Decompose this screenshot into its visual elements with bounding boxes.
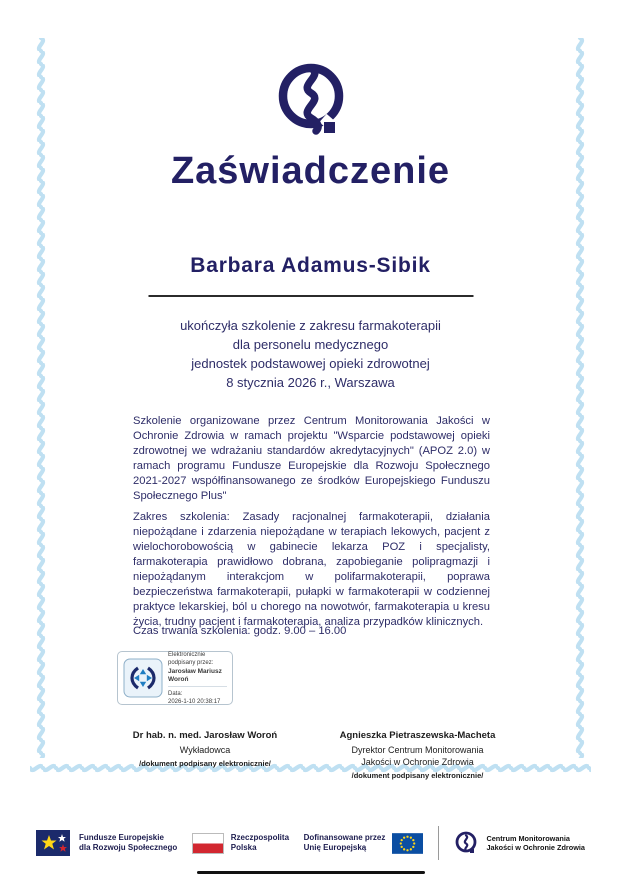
completion-line-3: jednostek podstawowej opieki zdrowotnej bbox=[191, 356, 430, 371]
eu-funds-label-line-1: Fundusze Europejskie bbox=[79, 833, 164, 842]
stamp-signer-name: Jarosław Mariusz Woroń bbox=[168, 668, 227, 687]
lecturer-signature-block bbox=[105, 730, 305, 768]
certificate-title: Zaświadczenie bbox=[170, 150, 451, 192]
stamp-seal-icon bbox=[123, 658, 163, 698]
eu-funds-label-line-2: dla Rozwoju Społecznego bbox=[79, 843, 178, 852]
footer-logo-bar bbox=[36, 818, 585, 868]
stamp-signed-by-label: Elektronicznie podpisany przez: bbox=[168, 651, 214, 666]
eu-funds-label bbox=[79, 833, 177, 853]
eu-funding-block bbox=[304, 833, 424, 854]
director-name: Agnieszka Pietraszewska-Macheta bbox=[339, 730, 496, 741]
poland-label-line-2: Polska bbox=[230, 843, 257, 852]
name-underline bbox=[148, 295, 473, 297]
decorative-border-left bbox=[33, 38, 49, 758]
poland-flag-icon bbox=[192, 833, 224, 854]
poland-label bbox=[231, 833, 289, 853]
poland-label-line-1: Rzeczpospolita bbox=[230, 833, 290, 842]
electronic-signature-stamp bbox=[117, 651, 233, 705]
eu-funding-label-line-2: Unię Europejską bbox=[303, 843, 367, 852]
cmj-footer-label bbox=[486, 834, 585, 852]
completion-line-4: 8 stycznia 2026 r., Warszawa bbox=[226, 375, 395, 390]
lecturer-name: Dr hab. n. med. Jarosław Woroń bbox=[132, 730, 278, 741]
scope-paragraph: Zakres szkolenia: Zasady racjonalnej farmakoterapii, działania niepożądane i zdarzenia niepożądane w terapiach lekowych, pacjent z wielochorobowością w gabinecie lekarza POZ i specjalisty, farmakoterapia prawidłowo dobrana, zapobieganie polipragmazji i niepożądanym interakcjom w polifarmakoterapii, poprawa bezpieczeństwa farmakoterapii, pułapki w farmakoterapii w codziennej praktyce lekarskiej, ból u chorego na nowotwór, farmakoterapia u kresu życia, trudny pacjent i farmakoterapia, analiza przypadków klinicznych. bbox=[133, 511, 490, 628]
cmj-footer-block bbox=[453, 830, 585, 856]
decorative-border-right bbox=[572, 38, 588, 758]
cmj-main-logo-icon bbox=[267, 56, 355, 144]
organizer-paragraph: Szkolenie organizowane przez Centrum Monitorowania Jakości w Ochronie Zdrowia w ramach projektu "Wsparcie podstawowej opieki zdrowotnej we wdrażaniu standardów akredytacyjnych" (APOZ 2.0) w ramach programu Fundusze Europejskie dla Rozwoju Społecznego 2021-2027 współfinansowanego ze środków Europejskiego Funduszu Społecznego Plus" bbox=[133, 415, 490, 502]
recipient-name: Barbara Adamus-Sibik bbox=[190, 254, 431, 277]
duration-text: Czas trwania szkolenia: godz. 9.00 – 16.00 bbox=[133, 625, 347, 637]
eu-flag-icon bbox=[392, 833, 423, 854]
completion-line-2: dla personelu medycznego bbox=[232, 337, 389, 352]
page-bottom-bar bbox=[197, 871, 425, 874]
cmj-footer-label-line-2: Jakości w Ochronie Zdrowia bbox=[486, 843, 585, 852]
completion-line-1: ukończyła szkolenie z zakresu farmakoterapii bbox=[180, 318, 441, 333]
cmj-footer-logo-icon bbox=[453, 830, 479, 856]
completion-block bbox=[0, 316, 621, 392]
eu-funding-label-line-1: Dofinansowane przez bbox=[303, 833, 386, 842]
director-role-line-2: Jakości w Ochronie Zdrowia bbox=[361, 757, 474, 767]
stamp-date-label: Data: bbox=[168, 690, 183, 697]
stamp-text-block bbox=[168, 651, 227, 706]
footer-divider bbox=[438, 826, 439, 860]
lecturer-role: Wykładowca bbox=[179, 745, 231, 755]
cmj-footer-label-line-1: Centrum Monitorowania bbox=[486, 834, 570, 843]
eu-funds-logo-icon bbox=[36, 830, 72, 856]
lecturer-signature-note: /dokument podpisany elektronicznie/ bbox=[139, 759, 271, 768]
stamp-date-value: 2026-1-10 20:38:17 bbox=[168, 698, 221, 705]
eu-funding-label bbox=[304, 833, 386, 853]
eu-funds-block bbox=[36, 830, 177, 856]
director-signature-block bbox=[315, 730, 520, 780]
director-signature-note: /dokument podpisany elektronicznie/ bbox=[351, 771, 484, 780]
director-role-line-1: Dyrektor Centrum Monitorowania bbox=[351, 745, 484, 755]
poland-block bbox=[192, 833, 289, 854]
